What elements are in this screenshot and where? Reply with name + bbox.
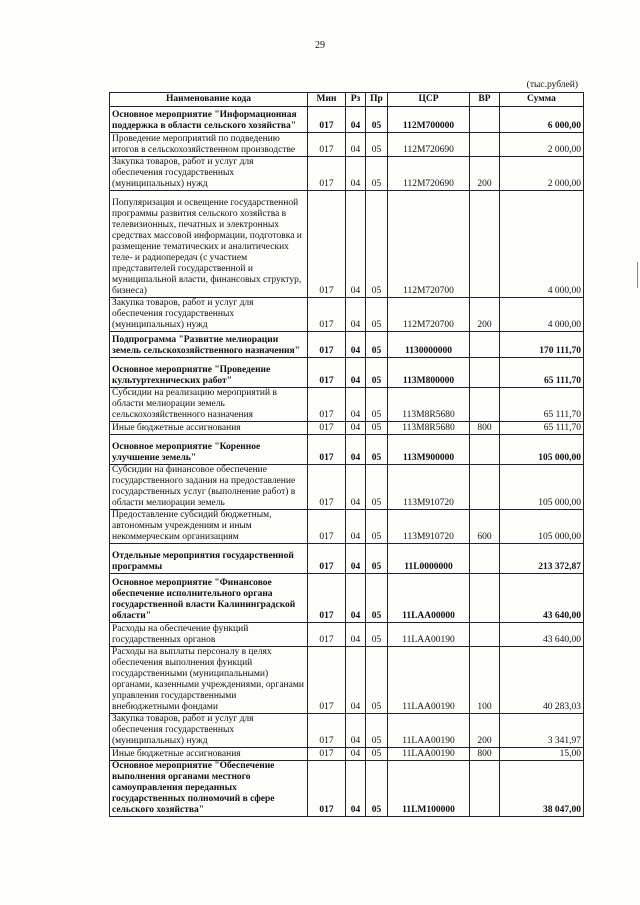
table-row xyxy=(110,623,584,647)
cell-pr: 05 xyxy=(366,298,388,332)
page-number: 29 xyxy=(315,40,325,51)
cell-rz: 04 xyxy=(346,714,366,748)
cell-sum: 65 111,70 xyxy=(500,358,584,388)
cell-min: 017 xyxy=(308,133,346,157)
cell-csr: 11LАА00190 xyxy=(388,748,470,761)
cell-sum: 105 000,00 xyxy=(500,510,584,544)
cell-vr: 200 xyxy=(470,714,500,748)
cell-pr: 05 xyxy=(366,191,388,298)
header-vr: ВР xyxy=(470,93,500,107)
cell-pr: 05 xyxy=(366,465,388,510)
cell-min: 017 xyxy=(308,748,346,761)
cell-rz: 04 xyxy=(346,358,366,388)
table-row xyxy=(110,133,584,157)
cell-csr: 113М900000 xyxy=(388,435,470,465)
cell-min: 017 xyxy=(308,388,346,422)
cell-pr: 05 xyxy=(366,435,388,465)
cell-name: Расходы на обеспечение функций государственных органов xyxy=(110,623,308,647)
cell-vr xyxy=(470,623,500,647)
cell-min: 017 xyxy=(308,574,346,623)
cell-min: 017 xyxy=(308,647,346,714)
cell-pr: 05 xyxy=(366,358,388,388)
cell-rz: 04 xyxy=(346,107,366,133)
cell-rz: 04 xyxy=(346,157,366,191)
cell-name: Отдельные мероприятия государственной программы xyxy=(110,544,308,574)
table-row xyxy=(110,191,584,298)
table-row xyxy=(110,761,584,817)
cell-vr xyxy=(470,191,500,298)
cell-sum: 213 372,87 xyxy=(500,544,584,574)
cell-rz: 04 xyxy=(346,422,366,435)
table-row xyxy=(110,714,584,748)
cell-vr: 800 xyxy=(470,422,500,435)
table-body xyxy=(110,107,584,817)
cell-pr: 05 xyxy=(366,574,388,623)
cell-csr: 113М8R5680 xyxy=(388,422,470,435)
cell-sum: 15,00 xyxy=(500,748,584,761)
cell-min: 017 xyxy=(308,157,346,191)
cell-min: 017 xyxy=(308,435,346,465)
cell-sum: 2 000,00 xyxy=(500,157,584,191)
cell-csr: 11LАА00190 xyxy=(388,714,470,748)
cell-csr: 113М800000 xyxy=(388,358,470,388)
cell-name: Проведение мероприятий по подведению итогов в сельскохозяйственном производстве xyxy=(110,133,308,157)
cell-min: 017 xyxy=(308,358,346,388)
cell-vr: 600 xyxy=(470,510,500,544)
table-row xyxy=(110,388,584,422)
cell-name: Закупка товаров, работ и услуг для обеспечения государственных (муниципальных) нужд xyxy=(110,157,308,191)
cell-vr xyxy=(470,544,500,574)
cell-vr: 100 xyxy=(470,647,500,714)
cell-csr: 11LАА00000 xyxy=(388,574,470,623)
cell-sum: 2 000,00 xyxy=(500,133,584,157)
cell-sum: 3 341,97 xyxy=(500,714,584,748)
cell-pr: 05 xyxy=(366,647,388,714)
cell-name: Основное мероприятие "Коренное улучшение земель" xyxy=(110,435,308,465)
cell-rz: 04 xyxy=(346,761,366,817)
cell-rz: 04 xyxy=(346,435,366,465)
cell-sum: 6 000,00 xyxy=(500,107,584,133)
cell-sum: 105 000,00 xyxy=(500,435,584,465)
cell-vr xyxy=(470,388,500,422)
cell-vr: 200 xyxy=(470,298,500,332)
cell-sum: 40 283,03 xyxy=(500,647,584,714)
cell-csr: 112М720700 xyxy=(388,298,470,332)
cell-csr: 1130000000 xyxy=(388,332,470,358)
cell-sum: 43 640,00 xyxy=(500,574,584,623)
cell-name: Закупка товаров, работ и услуг для обеспечения государственных (муниципальных) нужд xyxy=(110,714,308,748)
cell-csr: 112М720690 xyxy=(388,157,470,191)
header-rz: Рз xyxy=(346,93,366,107)
cell-name: Подпрограмма "Развитие мелиорации земель сельскохозяйственного назначения" xyxy=(110,332,308,358)
cell-pr: 05 xyxy=(366,107,388,133)
cell-pr: 05 xyxy=(366,422,388,435)
cell-min: 017 xyxy=(308,623,346,647)
cell-vr xyxy=(470,358,500,388)
cell-vr xyxy=(470,133,500,157)
cell-sum: 170 111,70 xyxy=(500,332,584,358)
cell-sum: 38 047,00 xyxy=(500,761,584,817)
cell-min: 017 xyxy=(308,544,346,574)
cell-pr: 05 xyxy=(366,510,388,544)
cell-name: Предоставление субсидий бюджетным, автономным учреждениям и иным некоммерческим организациям xyxy=(110,510,308,544)
table-row xyxy=(110,574,584,623)
cell-vr xyxy=(470,574,500,623)
budget-table xyxy=(109,92,584,817)
units-label: (тыс.рублей) xyxy=(526,80,578,90)
cell-name: Основное мероприятие "Финансовое обеспечение исполнительного органа государственной власти Калининградской области" xyxy=(110,574,308,623)
cell-sum: 105 000,00 xyxy=(500,465,584,510)
cell-vr: 200 xyxy=(470,157,500,191)
cell-rz: 04 xyxy=(346,191,366,298)
header-pr: Пр xyxy=(366,93,388,107)
cell-rz: 04 xyxy=(346,465,366,510)
cell-name: Иные бюджетные ассигнования xyxy=(110,748,308,761)
header-row xyxy=(110,93,584,107)
table-row xyxy=(110,465,584,510)
cell-name: Расходы на выплаты персоналу в целях обеспечения выполнения функций государственными (муниципальными) органами, казенными учреждениями, органами управления государственными внебюджетными фондами xyxy=(110,647,308,714)
cell-rz: 04 xyxy=(346,332,366,358)
cell-sum: 4 000,00 xyxy=(500,298,584,332)
cell-csr: 113М910720 xyxy=(388,465,470,510)
cell-min: 017 xyxy=(308,332,346,358)
cell-csr: 11LАА00190 xyxy=(388,647,470,714)
table-row xyxy=(110,358,584,388)
cell-pr: 05 xyxy=(366,748,388,761)
cell-csr: 112М720690 xyxy=(388,133,470,157)
cell-pr: 05 xyxy=(366,714,388,748)
cell-min: 017 xyxy=(308,761,346,817)
margin-mark xyxy=(635,262,638,288)
cell-csr: 113М910720 xyxy=(388,510,470,544)
cell-name: Основное мероприятие "Информационная поддержка в области сельского хозяйства" xyxy=(110,107,308,133)
cell-rz: 04 xyxy=(346,647,366,714)
cell-name: Основное мероприятие "Обеспечение выполнения органами местного самоуправления переданных государственных полномочий в сфере сельского хозяйства" xyxy=(110,761,308,817)
table-row xyxy=(110,544,584,574)
cell-vr xyxy=(470,761,500,817)
cell-pr: 05 xyxy=(366,332,388,358)
table-row xyxy=(110,748,584,761)
cell-csr: 11LМ100000 xyxy=(388,761,470,817)
cell-name: Субсидии на финансовое обеспечение государственного задания на предоставление государственных услуг (выполнение работ) в области мелиорации земель xyxy=(110,465,308,510)
cell-rz: 04 xyxy=(346,623,366,647)
cell-pr: 05 xyxy=(366,623,388,647)
cell-vr xyxy=(470,107,500,133)
cell-csr: 112М700000 xyxy=(388,107,470,133)
cell-vr xyxy=(470,332,500,358)
cell-name: Закупка товаров, работ и услуг для обеспечения государственных (муниципальных) нужд xyxy=(110,298,308,332)
cell-rz: 04 xyxy=(346,510,366,544)
cell-name: Субсидии на реализацию мероприятий в области мелиорации земель сельскохозяйственного назначения xyxy=(110,388,308,422)
cell-rz: 04 xyxy=(346,298,366,332)
cell-min: 017 xyxy=(308,422,346,435)
cell-min: 017 xyxy=(308,510,346,544)
cell-sum: 43 640,00 xyxy=(500,623,584,647)
table-row xyxy=(110,510,584,544)
table-row xyxy=(110,157,584,191)
cell-min: 017 xyxy=(308,465,346,510)
cell-min: 017 xyxy=(308,714,346,748)
cell-vr xyxy=(470,465,500,510)
cell-csr: 11LАА00190 xyxy=(388,623,470,647)
cell-sum: 65 111,70 xyxy=(500,388,584,422)
cell-pr: 05 xyxy=(366,544,388,574)
cell-min: 017 xyxy=(308,298,346,332)
header-min: Мин xyxy=(308,93,346,107)
header-name: Наименование кода xyxy=(110,93,308,107)
table-row xyxy=(110,332,584,358)
cell-rz: 04 xyxy=(346,388,366,422)
table-row xyxy=(110,298,584,332)
cell-min: 017 xyxy=(308,191,346,298)
table-row xyxy=(110,107,584,133)
table-row xyxy=(110,435,584,465)
cell-pr: 05 xyxy=(366,388,388,422)
cell-pr: 05 xyxy=(366,133,388,157)
table-row xyxy=(110,647,584,714)
cell-vr xyxy=(470,435,500,465)
cell-rz: 04 xyxy=(346,748,366,761)
cell-vr: 800 xyxy=(470,748,500,761)
cell-min: 017 xyxy=(308,107,346,133)
cell-name: Иные бюджетные ассигнования xyxy=(110,422,308,435)
cell-csr: 113М8R5680 xyxy=(388,388,470,422)
cell-rz: 04 xyxy=(346,574,366,623)
cell-pr: 05 xyxy=(366,761,388,817)
cell-csr: 112М720700 xyxy=(388,191,470,298)
cell-sum: 4 000,00 xyxy=(500,191,584,298)
header-csr: ЦСР xyxy=(388,93,470,107)
table-row xyxy=(110,422,584,435)
header-sum: Сумма xyxy=(500,93,584,107)
cell-sum: 65 111,70 xyxy=(500,422,584,435)
cell-pr: 05 xyxy=(366,157,388,191)
cell-rz: 04 xyxy=(346,544,366,574)
cell-rz: 04 xyxy=(346,133,366,157)
cell-csr: 11L0000000 xyxy=(388,544,470,574)
cell-name: Основное мероприятие "Проведение культуртехнических работ" xyxy=(110,358,308,388)
cell-name: Популяризация и освещение государственной программы развития сельского хозяйства в телевизионных, печатных и электронных средствах массовой информации, подготовка и размещение тематических и аналитических теле- и радиопередач (с участием представителей государственной и муниципальной власти, финансовых структур, бизнеса) xyxy=(110,191,308,298)
